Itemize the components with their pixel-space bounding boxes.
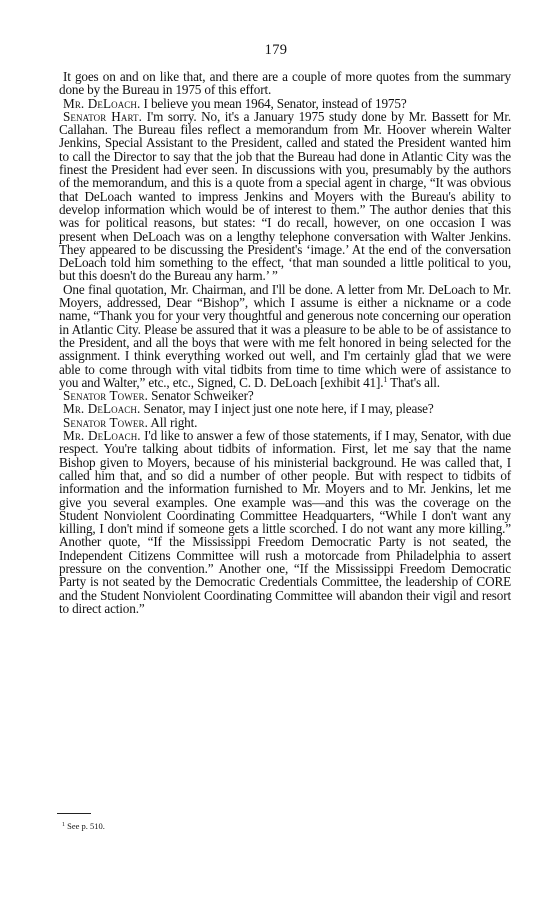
paragraph xyxy=(59,429,511,615)
footnote-reference: 1 xyxy=(383,374,388,384)
paragraph xyxy=(59,283,511,389)
body-text xyxy=(59,70,511,615)
paragraph xyxy=(59,402,511,415)
footnote-mark: 1 xyxy=(62,822,65,828)
paragraph xyxy=(59,110,511,283)
page-number: 179 xyxy=(264,42,288,58)
footnote xyxy=(62,821,105,831)
paragraph-text: All right. xyxy=(147,414,198,430)
paragraph xyxy=(59,416,511,429)
paragraph-text: It goes on and on like that, and there are a couple of more quotes from the summary done by the Bureau in 1975 of this effort. xyxy=(59,69,511,98)
speaker-name: Mr. DeLoach. xyxy=(63,95,141,111)
speaker-name: Senator Hart. xyxy=(63,108,143,124)
paragraph-text: One final quotation, Mr. Chairman, and I'll be done. A letter from Mr. DeLoach to Mr. Moyers, addressed, Dear “Bishop”, which I assume is either a nickname or a code name, “Thank you for your very thoughtful and generous note concerning our operation in Atlantic City. Please be assured that it was a pleasure to be able to be of assistance to the President, and all the boys that were with me felt honored in being selected for the assignment. I think everything worked out well, and I'm certainly glad that we were able to come through with vital tidbits from time to time which were of assistance to you and Walter,” etc., etc., Signed, C. D. DeLoach [exhibit 41]. xyxy=(59,281,511,390)
paragraph-text: I'm sorry. No, it's a January 1975 study done by Mr. Bassett for Mr. Callahan. The Bureau files reflect a memorandum from Mr. Hoover wherein Walter Jenkins, Special Assistant to the President, called and stated the President wanted him to call the Director to say that the job that the Bureau had done in Atlantic City was the finest the President had ever seen. In discussions with you, presumably by the authors of the memorandum, and this is a quote from a special agent in charge, “It was obvious that DeLoach wanted to impress Jenkins and Moyers with the Bureau's ability to develop information which would be of interest to them.” The author denies that this was for political reasons, but states: “I do recall, however, on one occasion I was present when DeLoach was on a lengthy telephone conversation with Walter Jenkins. They appeared to be discussing the President's ‘image.’ At the end of the conversation DeLoach told him something to the effect, ‘that man sounded a little political to you, but this doesn't do the Bureau any harm.’ ” xyxy=(59,108,511,284)
paragraph-text: Senator Schweiker? xyxy=(147,388,254,404)
paragraph xyxy=(59,389,511,402)
paragraph-text: That's all. xyxy=(387,374,440,390)
speaker-name: Senator Tower. xyxy=(63,414,148,430)
speaker-name: Senator Tower. xyxy=(63,388,148,404)
paragraph-text: Senator, may I inject just one note here, if I may, please? xyxy=(140,401,434,417)
footnote-text: See p. 510. xyxy=(67,821,105,831)
paragraph-text: I'd like to answer a few of those statements, if I may, Senator, with due respect. You're talking about tidbits of information. First, let me say that the name Bishop given to Moyers, because of his ministerial background. He was called that, I called him that, and so did a number of other people. But with respect to tidbits of information and the information furnished to Mr. Moyers and to Mr. Jenkins, let me give you several examples. One example was—and this was the coverage on the Student Nonviolent Coordinating Committee Headquarters, “While I don't want any killing, I don't mind if someone gets a little scorched. I do not want any more killing.” Another quote, “If the Mississippi Freedom Democratic Party is not seated, the Independent Citizens Committee will rush a motorcade from Philadelphia to assert pressure on the convention.” Another one, “If the Mississippi Freedom Democratic Party is not seated by the Democratic Credentials Committee, the leadership of CORE and the Student Nonviolent Coordinating Committee will abandon their vigil and resort to direct action.” xyxy=(59,428,511,616)
paragraph xyxy=(59,70,511,97)
paragraph xyxy=(59,97,511,110)
speaker-name: Mr. DeLoach. xyxy=(63,428,141,444)
footnote-divider xyxy=(57,813,91,814)
speaker-name: Mr. DeLoach. xyxy=(63,401,141,417)
paragraph-text: I believe you mean 1964, Senator, instead of 1975? xyxy=(140,95,407,111)
